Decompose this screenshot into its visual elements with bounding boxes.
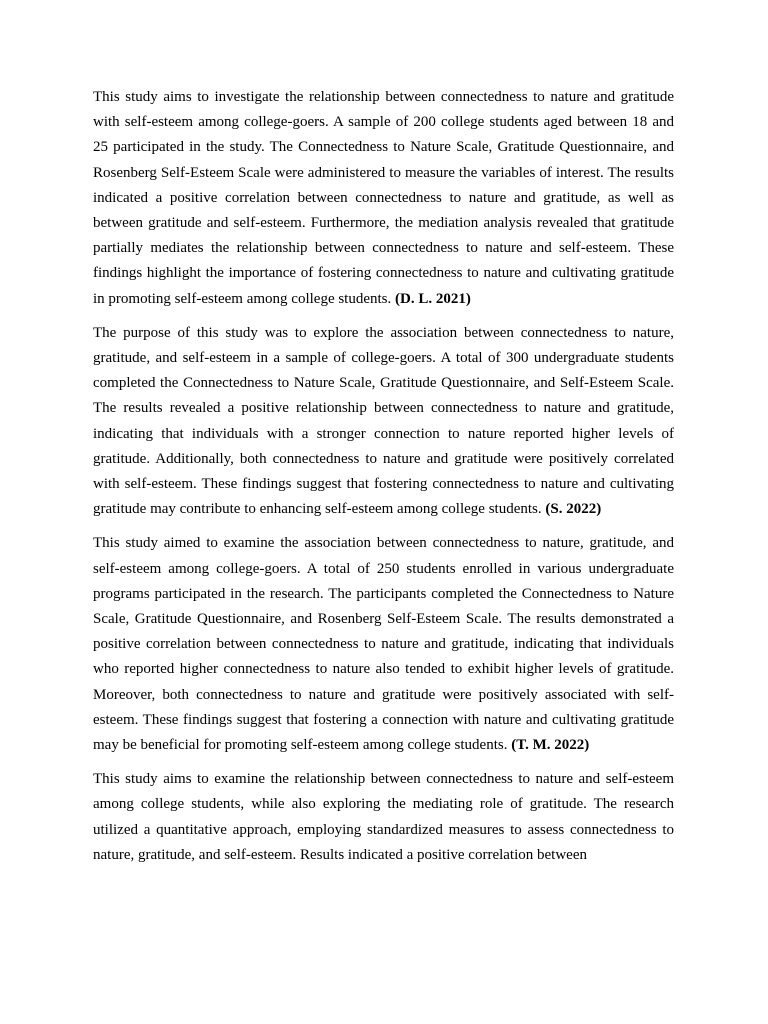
citation: (T. M. 2022) [511,737,590,754]
paragraph-text: This study aimed to examine the association between connectedness to nature, gratitude, and self-esteem among college-goers. A total of 250 students enrolled in various undergraduate programs participated in the research. The participants completed the Connectedness to Nature Scale, Gratitude Questionnaire, and Rosenberg Self-Esteem Scale. The results demonstrated a positive correlation between connectedness to nature and gratitude, indicating that individuals who reported higher connectedness to nature also tended to exhibit higher levels of gratitude. Moreover, both connectedness to nature and gratitude were positively associated with self-esteem. These findings suggest that fostering a connection with nature and cultivating gratitude may be beneficial for promoting self-esteem among college students. [93,535,674,754]
citation: (D. L. 2021) [395,290,471,307]
abstract-paragraph-3 [93,531,674,758]
paragraph-text: This study aims to examine the relationship between connectedness to nature and self-esteem among college students, while also exploring the mediating role of gratitude. The research utilized a quantitative approach, employing standardized measures to assess connectedness to nature, gratitude, and self-esteem. Results indicated a positive correlation between [93,771,674,863]
document-page [93,85,674,877]
paragraph-text: This study aims to investigate the relationship between connectedness to nature and gratitude with self-esteem among college-goers. A sample of 200 college students aged between 18 and 25 participated in the study. The Connectedness to Nature Scale, Gratitude Questionnaire, and Rosenberg Self-Esteem Scale were administered to measure the variables of interest. The results indicated a positive correlation between connectedness to nature and gratitude, as well as between gratitude and self-esteem. Furthermore, the mediation analysis revealed that gratitude partially mediates the relationship between connectedness to nature and self-esteem. These findings highlight the importance of fostering connectedness to nature and cultivating gratitude in promoting self-esteem among college students. [93,89,674,307]
citation: (S. 2022) [545,501,602,518]
abstract-paragraph-4 [93,767,674,868]
abstract-paragraph-1 [93,85,674,312]
abstract-paragraph-2 [93,321,674,523]
paragraph-text: The purpose of this study was to explore the association between connectedness to nature, gratitude, and self-esteem in a sample of college-goers. A total of 300 undergraduate students completed the Connectedness to Nature Scale, Gratitude Questionnaire, and Self-Esteem Scale. The results revealed a positive relationship between connectedness to nature and gratitude, indicating that individuals with a stronger connection to nature reported higher levels of gratitude. Additionally, both connectedness to nature and gratitude were positively correlated with self-esteem. These findings suggest that fostering connectedness to nature and cultivating gratitude may contribute to enhancing self-esteem among college students. [93,324,674,518]
